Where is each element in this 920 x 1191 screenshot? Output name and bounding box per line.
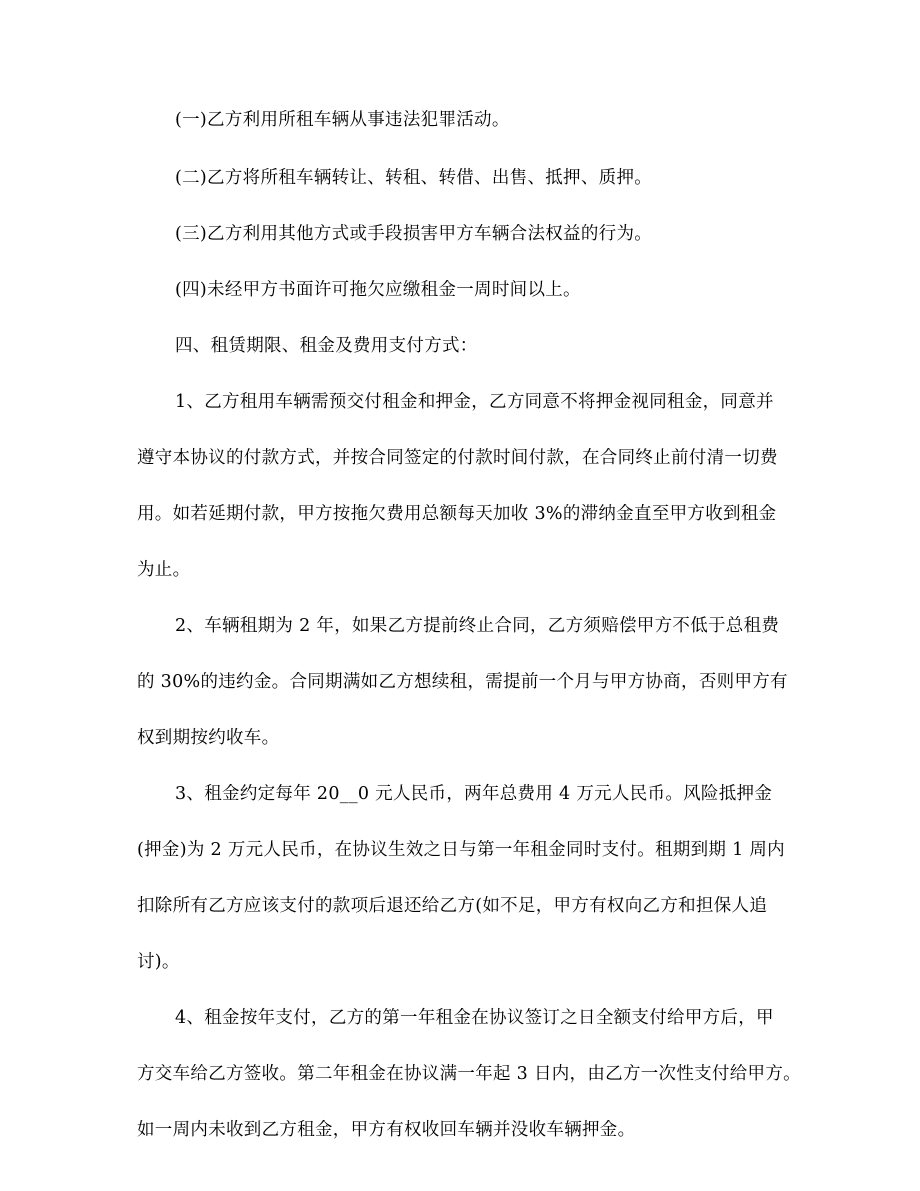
clause-1-line-4: 为止。 bbox=[137, 560, 191, 580]
section-heading: 四、租赁期限、租金及费用支付方式： bbox=[175, 336, 478, 356]
clause-item-1: (一)乙方利用所租车辆从事违法犯罪活动。 bbox=[175, 110, 510, 130]
clause-item-2: (二)乙方将所租车辆转让、转租、转借、出售、抵押、质押。 bbox=[175, 168, 653, 188]
clause-3-line-3: 扣除所有乙方应该支付的款项后退还给乙方(如不足，甲方有权向乙方和担保人追 bbox=[137, 896, 768, 916]
clause-2-line-2: 的 30%的违约金。合同期满如乙方想续租，需提前一个月与甲方协商，否则甲方有 bbox=[137, 672, 788, 692]
clause-1-line-3: 用。如若延期付款，甲方按拖欠费用总额每天加收 3%的滞纳金直至甲方收到租金 bbox=[137, 504, 777, 524]
clause-1-line-1: 1、乙方租用车辆需预交付租金和押金，乙方同意不将押金视同租金，同意并 bbox=[175, 392, 774, 412]
clause-2-line-1: 2、车辆租期为 2 年，如果乙方提前终止合同，乙方须赔偿甲方不低于总租费 bbox=[175, 616, 780, 636]
clause-item-4: (四)未经甲方书面许可拖欠应缴租金一周时间以上。 bbox=[175, 280, 581, 300]
clause-3-line-1: 3、租金约定每年 20__0 元人民币，两年总费用 4 万元人民币。风险抵押金 bbox=[175, 784, 773, 804]
clause-4-line-2: 方交车给乙方签收。第二年租金在协议满一年起 3 日内，由乙方一次性支付给甲方。 bbox=[137, 1064, 801, 1084]
clause-1-line-2: 遵守本协议的付款方式，并按合同签定的付款时间付款，在合同终止前付清一切费 bbox=[137, 448, 778, 468]
clause-2-line-3: 权到期按约收车。 bbox=[137, 728, 280, 748]
clause-4-line-3: 如一周内未收到乙方租金，甲方有权收回车辆并没收车辆押金。 bbox=[137, 1120, 636, 1140]
clause-3-line-2: (押金)为 2 万元人民币，在协议生效之日与第一年租金同时支付。租期到期 1 周内 bbox=[137, 840, 785, 860]
clause-4-line-1: 4、租金按年支付，乙方的第一年租金在协议签订之日全额支付给甲方后，甲 bbox=[175, 1008, 774, 1028]
clause-3-line-4: 讨)。 bbox=[137, 952, 180, 972]
clause-item-3: (三)乙方利用其他方式或手段损害甲方车辆合法权益的行为。 bbox=[175, 224, 653, 244]
